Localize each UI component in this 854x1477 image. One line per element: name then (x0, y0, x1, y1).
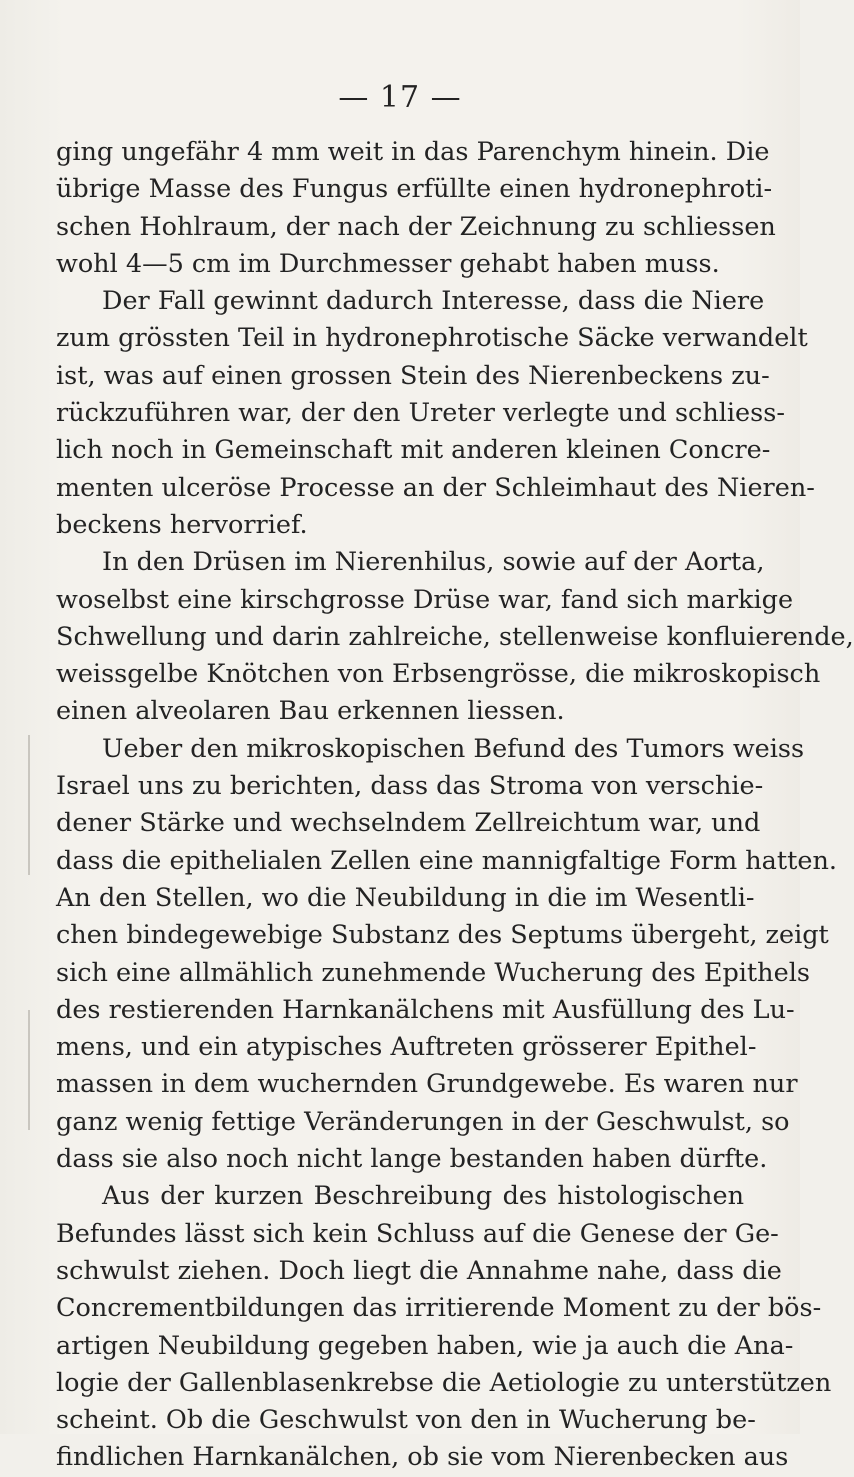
text-line: ist, was auf einen grossen Stein des Nierenbeckens zu- (56, 360, 770, 391)
text-line: In den Drüsen im Nierenhilus, sowie auf der Aorta, (102, 547, 765, 578)
text-line: mens, und ein atypisches Auftreten grösserer Epithel- (56, 1032, 757, 1063)
text-line: rückzuführen war, der den Ureter verlegte und schliess- (56, 398, 785, 429)
text-line: massen in dem wuchernden Grundgewebe. Es waren nur (56, 1069, 798, 1100)
text-line: Schwellung und darin zahlreiche, stellenweise konfluierende, (56, 621, 854, 652)
text-line: beckens hervorrief. (56, 509, 308, 540)
text-line: Aus der kurzen Beschreibung des histologischen (102, 1181, 744, 1212)
text-line: scheint. Ob die Geschwulst von den in Wucherung be- (56, 1405, 756, 1436)
text-line: Der Fall gewinnt dadurch Interesse, dass die Niere (102, 286, 765, 317)
page-number: — 17 — (338, 80, 462, 115)
text-line: schen Hohlraum, der nach der Zeichnung zu schliessen (56, 211, 776, 242)
text-line: wohl 4—5 cm im Durchmesser gehabt haben muss. (56, 248, 720, 279)
text-line: woselbst eine kirschgrosse Drüse war, fand sich markige (56, 584, 794, 615)
text-line: dener Stärke und wechselndem Zellreichtum war, und (56, 808, 761, 839)
text-line: des restierenden Harnkanälchens mit Ausfüllung des Lu- (56, 994, 795, 1025)
text-line: ging ungefähr 4 mm weit in das Parenchym hinein. Die (56, 137, 770, 167)
text-line: Concrementbildungen das irritierende Moment zu der bös- (56, 1293, 822, 1324)
margin-mark (28, 1010, 30, 1130)
text-line: chen bindegewebige Substanz des Septums übergeht, zeigt (56, 920, 829, 951)
text-line: Ueber den mikroskopischen Befund des Tumors weiss (102, 733, 805, 764)
text-line: übrige Masse des Fungus erfüllte einen hydronephroti- (56, 174, 773, 205)
text-line: dass sie also noch nicht lange bestanden haben dürfte. (56, 1144, 768, 1175)
text-line: artigen Neubildung gegeben haben, wie ja auch die Ana- (56, 1330, 794, 1361)
text-line: menten ulceröse Processe an der Schleimhaut des Nieren- (56, 472, 815, 503)
text-line: An den Stellen, wo die Neubildung in die im Wesentli- (56, 882, 755, 913)
text-line: ganz wenig fettige Veränderungen in der Geschwulst, so (56, 1106, 790, 1137)
body-text (56, 134, 854, 1477)
text-line: sich eine allmählich zunehmende Wucherung des Epithels (56, 957, 810, 988)
text-line: weissgelbe Knötchen von Erbsengrösse, die mikroskopisch (56, 659, 821, 690)
text-line: zum grössten Teil in hydronephrotische Säcke verwandelt (56, 323, 808, 354)
text-line: findlichen Harnkanälchen, ob sie vom Nierenbecken aus (56, 1442, 789, 1473)
text-line: Israel uns zu berichten, dass das Stroma von verschie- (56, 771, 764, 802)
text-line: einen alveolaren Bau erkennen liessen. (56, 696, 565, 727)
text-line: dass die epithelialen Zellen eine mannigfaltige Form hatten. (56, 845, 837, 876)
text-line: schwulst ziehen. Doch liegt die Annahme nahe, dass die (56, 1255, 782, 1286)
text-line: lich noch in Gemeinschaft mit anderen kleinen Concre- (56, 435, 771, 466)
margin-mark (28, 735, 30, 875)
text-line: Befundes lässt sich kein Schluss auf die Genese der Ge- (56, 1218, 779, 1249)
text-line: logie der Gallenblasenkrebse die Aetiologie zu unterstützen (56, 1367, 832, 1398)
